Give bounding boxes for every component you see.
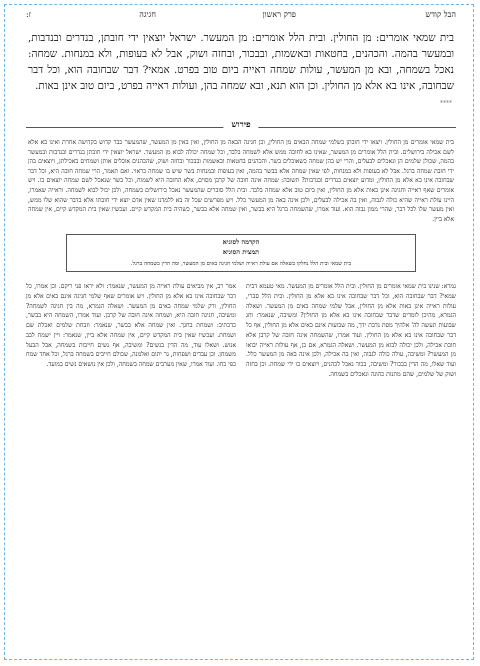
document-page bbox=[26, 10, 456, 379]
commentary-title-row bbox=[26, 119, 456, 135]
commentary-title: פירוש bbox=[223, 119, 258, 130]
sugya-box-subtitle: תמצית הסוגיא bbox=[222, 248, 260, 257]
gemara-column-left: אמר רב, אין מביאים עולת ראייה מן המעשר, שנאמר: ולא יראו פני ריקם. וכן אמרו, כל דבר שבחובה אינו בא אלא מן החולין. ויש אומרים שאף שלמי חגיגה אינם באים אלא מן החולין, ורק שלמי שמחה באים מן המעשר. ושאלה הגמרא, מה בין חגיגה לשמחה? ומשיבה, חגיגה חובה היא, ושמחה אינה חובה של קרבן. ועוד אמרו, השמחה היא בבשר, כדכתיב: ושמחת בחגך. ואין שמחה אלא בבשר, שנאמר: וזבחת שלמים ואכלת שם ושמחת. ועכשיו שאין בית המקדש קיים, אין שמחה אלא ביין, שנאמר: ויין ישמח לבב אנוש. ושאלו עוד, מה הדין בנשים? ומשיבה, אף נשים חייבות בשמחה, אבל הבעל משמחן. וכן עבדים ושפחות, גר יתום ואלמנה, שכולם חייבים בשמחה ברגל, וכל אחד שמח כפי כחו. ועוד אמרו, שאין מערבים שמחה בשמחה, ולכן אין נושאים נשים במועד. bbox=[26, 283, 236, 368]
gemara-column-right: גמרא: שנינו בית שמאי אומרים מן החולין. ובית הלל אומרים מן המעשר. מאי טעמא דבית שמאי? דבר שבחובה הוא, וכל דבר שבחובה אינו בא אלא מן החולין. ובית הלל סברי, עולות ראייה אינן באות אלא מן החולין, אבל שלמי שמחה באים מן המעשר. ושאלה הגמרא, מהיכן לומדים שדבר שבחובה אינו בא אלא מן החולין? ומשיבה, שנאמר: וחג שבועות תעשה לה' אלהיך מסת נדבת ידך, מה שבועות אינם באים אלא מן החולין, אף כל דבר שבחובה אינו בא אלא מן החולין. ועוד אמרו, שהשמחה אינה חובה של קרבן אלא חובת אכילה, ולכן יכולה לבוא מן המעשר. ושאלה הגמרא, אם כן, אף עולות ראייה יבואו מן המעשר? ומשיבה, עולה כולה לגבוה, ואין בה אכילה, ולכן אינה באה מן המעשר כלל. ועוד שאלו, מה הדין בבכור? ומשיבה, בכור נאכל לכהנים, ויוצאים בו ידי שמחה. וכן בחזה ושוק של שלמים, שהם מתנות כהונה ונאכלים בשמחה. bbox=[246, 283, 456, 378]
header-tractate: חגיגה bbox=[139, 10, 156, 19]
mishna-text: בית שמאי אומרים: מן החולין. ובית הלל אומרים: מן המעשר. ישראל יוצאין ידי חובתן, בנדרים ובנדבות, ובמעשר בהמה. והכהנים, בחטאות ובאשמות, ובבכור, ובחזה ושוק, אבל לא בעופות, ולא במנחות. שמחה: נאכל בשמחה, ובא מן המעשר, עולות שמחה ראייה ביום טוב בפרט. אמאי? דבר שבחובה הוא, וכל דבר שבחובה, אינו בא אלא מן החולין. וכן הוא תנא, ובא שמחה בהן, ועולות ראייה בפרט, ביום טוב אינן באות. bbox=[28, 32, 454, 92]
header-chapter: פרק ראשון bbox=[262, 10, 296, 19]
gemara-columns bbox=[26, 282, 456, 379]
header-book-name: הבל קודש bbox=[425, 10, 456, 19]
mishna-end-mark: **** bbox=[440, 100, 452, 107]
running-header bbox=[26, 10, 456, 24]
commentary-text: בית שמאי אומרים מן החולין. ויצאו ידי חובתן בשלמי שמחה הבאים מן החולין, וכן חגיגה הבאה מן החולין, ואין באין מן המעשר, שהמעשר כבר קדוש בקדושה אחרת ואינו בא אלא לשם אכילה בירושלים. ובית הלל אומרים מן המעשר, שאינו בא לחובה ממש אלא לשמחה בלבד, וכל שמחה יכולה לבוא מן המעשר. ישראל יוצאין ידי חובתן בנדרים ובנדבות ובמעשר בהמה, שכולן שלמים הן ונאכלים לבעלים, והרי יש בהן שמחה כשאוכלים בשר. והכהנים בחטאות ובאשמות ובבכור ובחזה ושוק, שהכהנים אוכלים אותן ושמחים באכילתן, ויוצאים בהן ידי חובת שמחה ברגל. אבל לא בעופות ולא במנחות, לפי שאין שמחה אלא בבשר בהמה, ואין בעופות ובמנחות בשר שיש בו שמחה כראוי. ואם תאמר, הרי שמחה חובה היא, וכל דבר שבחובה אינו בא אלא מן החולין, ומדוע יוצאים בנדרים ובנדבות? תשובה: שמחה אינה חובה של קרבן מסוים, אלא החובה היא לשמוח, וכל בשר שנאכל לשם שמחה יוצאים בו. ויש אומרים שאף ראייה וחגיגה אינן באות אלא מן החולין, ואין ביום טוב אלא שמחה בלבד. ובית הלל סוברים שהמעשר נאכל בירושלים בשמחה, ולכן יכול לבוא לשמחה. וראייה שאמרו, היינו עולת ראייה שהיא כולה לגבוה, ואין בה אכילה לבעלים, ולכן אינה באה מן המעשר כלל. ויש מפרשים שכל זה בא ללמדנו שאין אדם יוצא ידי חובתו אלא בדבר שהוא שלו ממש, ואין מעשר שלו לכל דבר, שהרי ממון גבוה הוא. ועוד אמרו, שהשמחה ברגל היא בבשר, ואין שמחה אלא בבשר, כשהיה בית המקדש קיים. ועכשיו שאין בית המקדש קיים, אין שמחה אלא ביין. bbox=[28, 139, 454, 223]
sugya-box-text: בית שמאי ובית הלל נחלקו בשאלה אם עולת ראייה ושלמי חגיגה באים מן המעשר, ומה הדין בשמחה ברגל. bbox=[130, 261, 352, 268]
sugya-intro-box bbox=[66, 234, 416, 272]
header-daf: ז: bbox=[26, 10, 31, 19]
sugya-box-title: הקדמה לסוגיא bbox=[222, 238, 260, 247]
